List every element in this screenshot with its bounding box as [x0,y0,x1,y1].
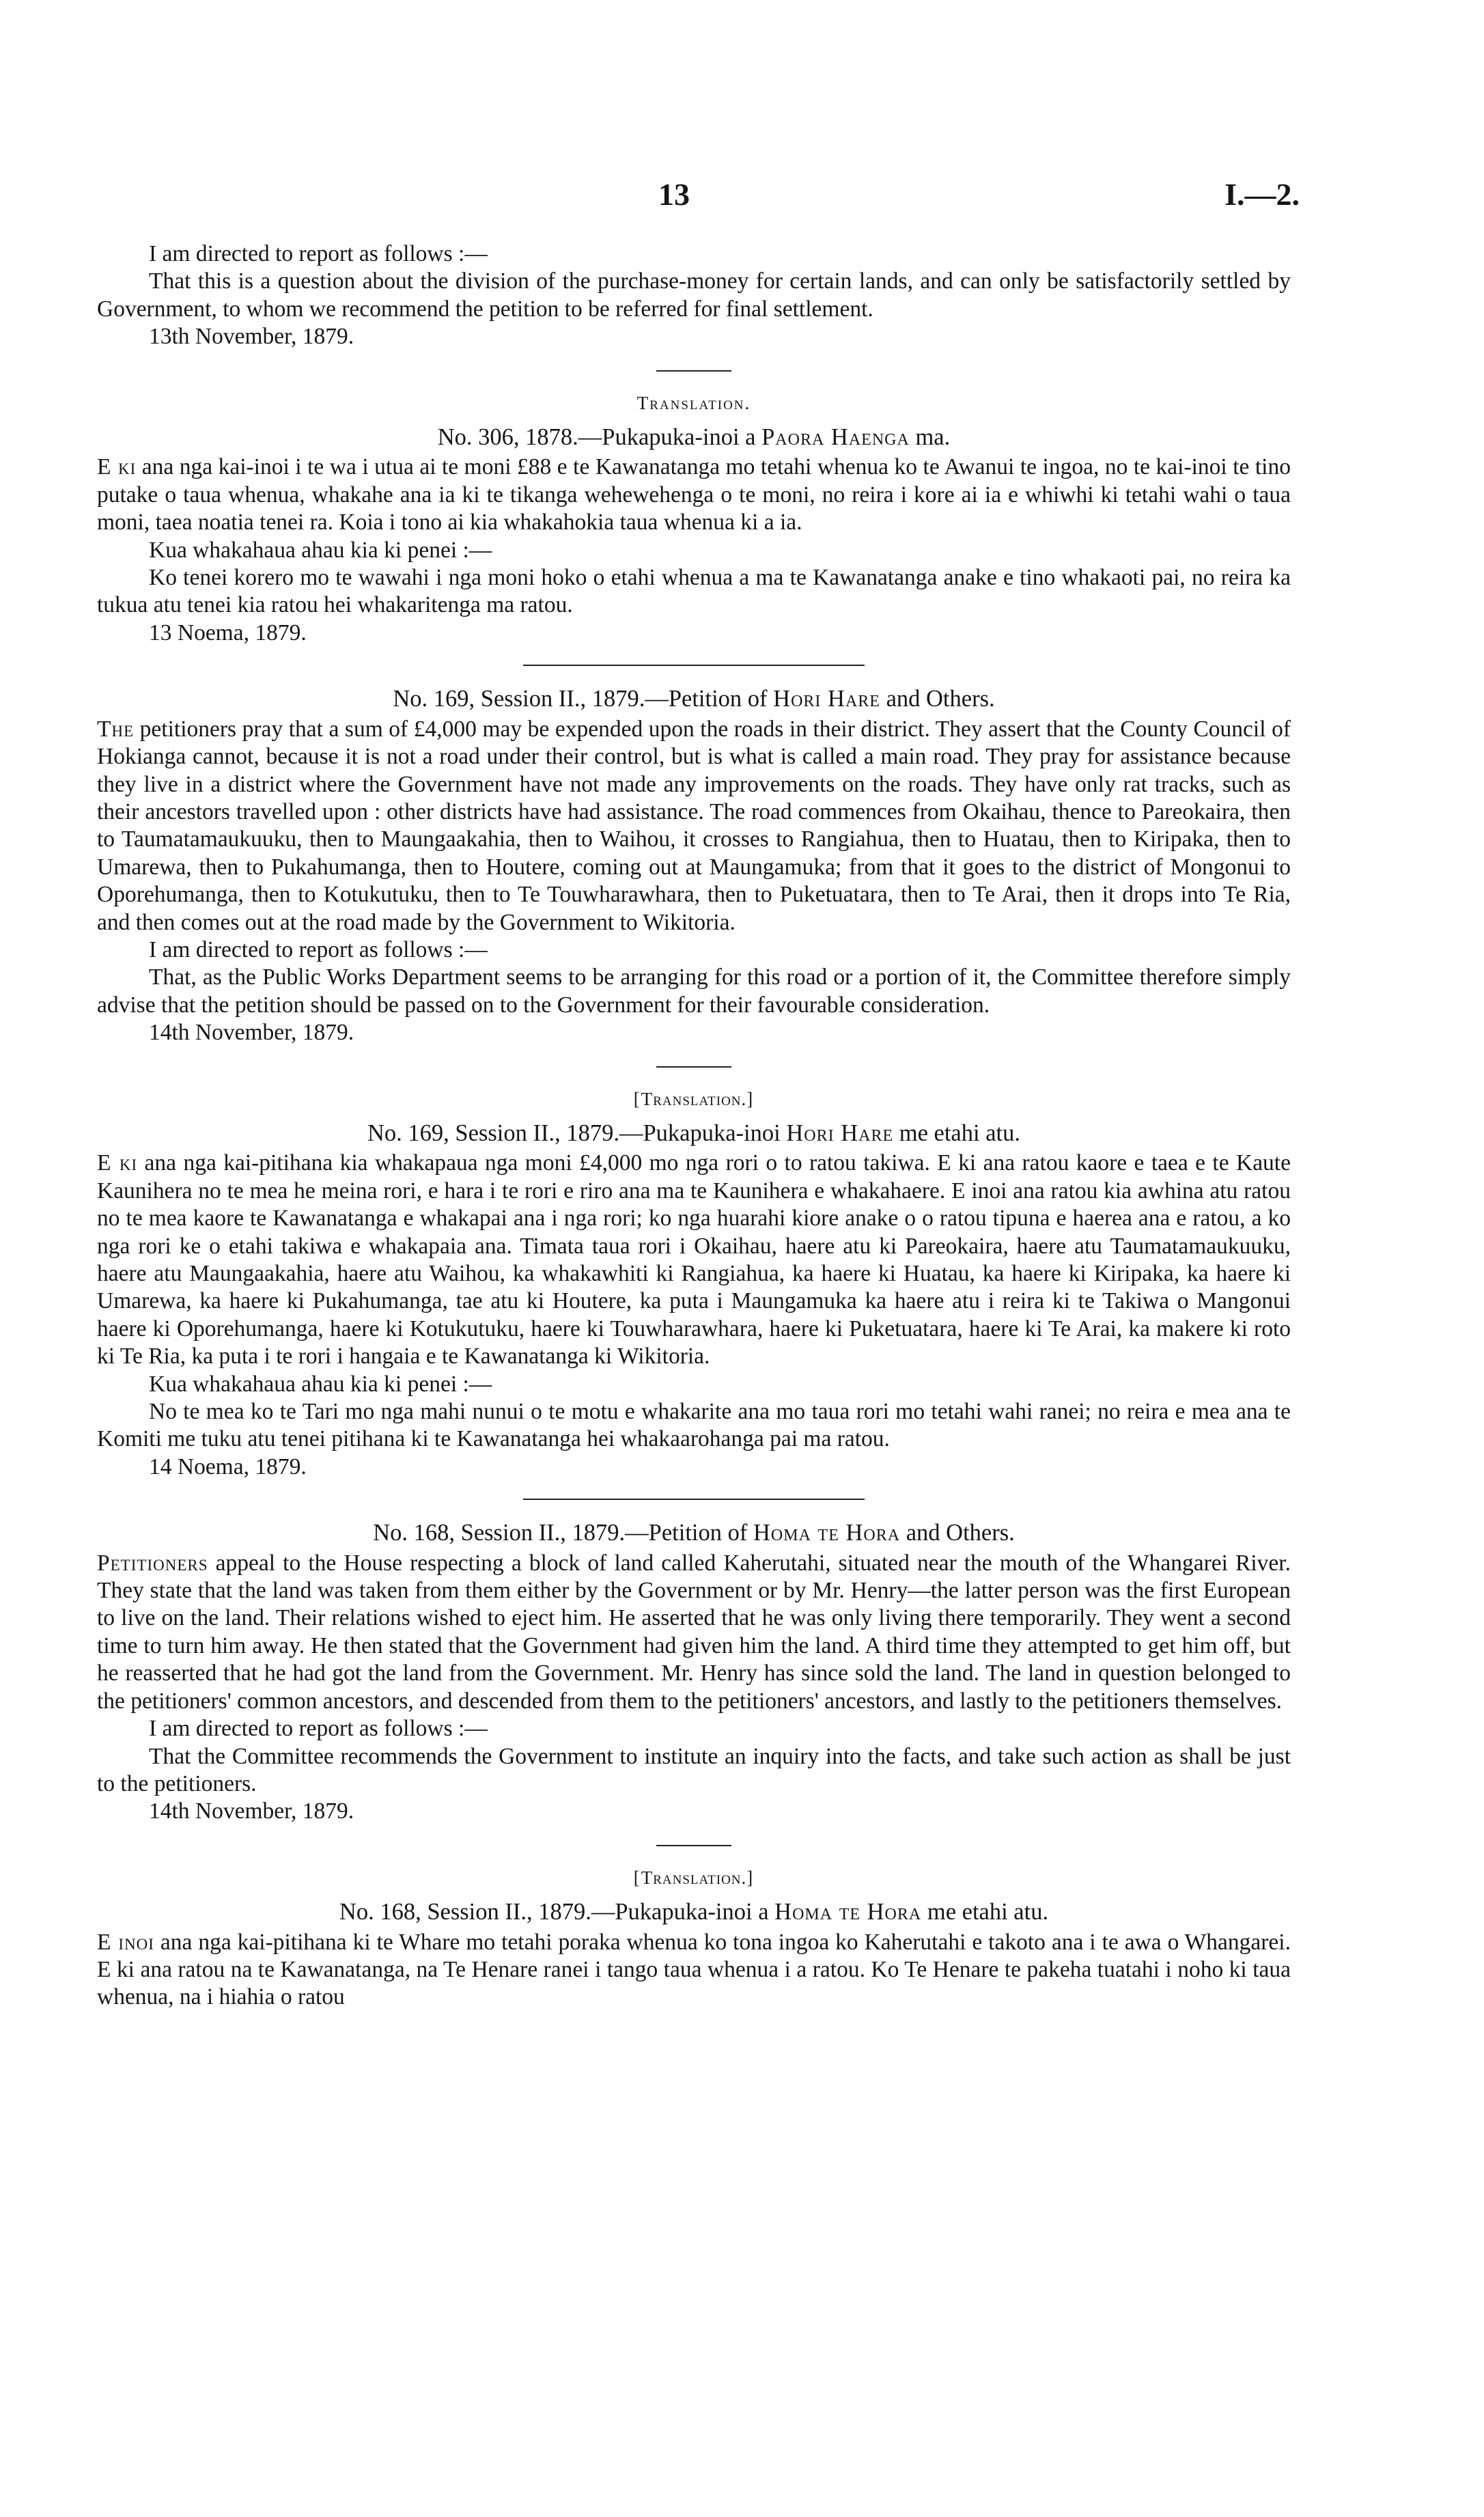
report-block-petition-306 [97,240,1291,351]
body-text: ana nga kai-pitihana kia whakapaua nga moni £4,000 mo nga rori o to ratou takiwa. E ki ana ratou kaore e taea e te Kaute Kaunihera no te mea he meina rori, e hara i te rori e riro ana ma te Kaunihera e whakahaere. E inoi ana ratou kia awhina atu ratou no te mea kaore te Kawanatanga e whakapai ana i nga rori; ko nga huarahi kiore anake o o ratou tipuna e haerea ana e ratou, a ko nga rori ke o etahi takiwa e whakapaia ana. Timata taua rori i Okaihau, haere atu ki Pareokaira, haere atu Taumatamaukuuku, haere atu Maungaakahia, haere atu Waihou, ka whakawhiti ki Rangiahua, ka haere ki Huatau, ka haere ki Kiripaka, ka haere ki Umarewa, ka haere ki Pukahumanga, tae atu ki Houtere, ka puta i Maungamuka ka haere atu i reira ki te Takiwa o Mangonui haere ki Oporehumanga, haere ki Kotukutuku, haere ki Touwharawhara, haere ki Puketuatara, haere ki Te Arai, ka makere ki roto ki Te Ria, ka puta i te rori i hangaia e te Kawanatanga ki Wikitoria. [97,1150,1291,1369]
body-text: ana nga kai-inoi i te wa i utua ai te moni £88 e te Kawanatanga mo tetahi whenua ko te Awanui te ingoa, no te kai-inoi te tino putake o taua whenua, whakahe ana ia ki te tikanga wehewehenga o te moni, no reira i kore ai ia e whiwhi ki tetahi wahi o taua moni, taea noatia tenei ra. Koia i tono ai kia whakahokia taua whenua ki a ia. [97,454,1291,536]
petition-body [97,1150,1291,1370]
body-lead-in: The [97,716,135,742]
body-lead-in: Petitioners [97,1550,208,1576]
heading-prefix: No. 168, Session II., 1879.—Pukapuka-inoi a [339,1899,775,1925]
translation-label: [Translation.] [633,1867,755,1888]
body-lead-in: E ki [97,1150,138,1176]
heading-prefix: No. 168, Session II., 1879.—Petition of [373,1520,754,1546]
section-divider [656,1845,731,1846]
translation-168 [97,1864,1291,2012]
petition-body [97,1929,1291,2012]
petitioner-name: Paora Haenga [761,424,910,451]
translation-label: Translation. [636,392,751,413]
petition-heading [97,423,1291,451]
heading-suffix: me etahi atu. [921,1899,1049,1925]
petition-169 [97,685,1291,1046]
section-divider [656,370,731,372]
report-text: Ko tenei korero mo te wawahi i nga moni hoko o etahi whenua a ma te Kawanatanga anake e tino whakaoti pai, no reira ka tukua atu tenei kia ratou hei whakaritenga ma ratou. [97,565,1291,618]
report-text: That, as the Public Works Department seems to be arranging for this road or a portion of it, the Committee therefore simply advise that the petition should be passed on to the Government for their favourable consideration. [97,964,1291,1018]
heading-suffix: and Others. [900,1520,1015,1546]
report-intro: I am directed to report as follows :— [149,936,488,962]
section-divider [523,665,865,666]
body-text: appeal to the House respecting a block of land called Kaherutahi, situated near the mouth of the Whangarei River. They state that the land was taken from them either by the Government or by Mr. Henry—the latter person was the first European to live on the land. Their relations wished to eject him. He asserted that he was only living there temporarily. They went a second time to turn him away. He then stated that the Government had given him the land. A third time they attempted to get him off, but he reasserted that he had got the land from the Government. Mr. Henry has since sold the land. The land in question belonged to the petitioners' common ancestors, and descended from them to the petitioners' ancestors, and lastly to the petitioners themselves. [97,1550,1291,1714]
petition-heading [97,685,1291,712]
report-date: 14th November, 1879. [149,1798,354,1824]
body-lead-in: E inoi [97,1929,154,1955]
petition-168 [97,1519,1291,1825]
report-date: 14th November, 1879. [149,1020,354,1046]
body-text: ana nga kai-pitihana ki te Whare mo tetahi poraka whenua ko tona ingoa ko Kaherutahi e takoto ana i te awa o Whangarei. E ki ana ratou na te Kawanatanga, na Te Henare ranei i tango taua whenua i a ratou. Ko Te Henare te pakeha tuatahi i noho ki taua whenua, na i hiahia o ratou [97,1929,1291,2010]
body-lead-in: E ki [97,454,137,480]
report-intro: Kua whakahaua ahau kia ki penei :— [149,537,492,563]
report-intro: I am directed to report as follows :— [149,241,488,266]
body-text: petitioners pray that a sum of £4,000 may be expended upon the roads in their district. They assert that the County Council of Hokianga cannot, because it is not a road under their control, but is what is called a main road. They pray for assistance because they live in a district where the Government have not made any improvements on the roads. They have only rat tracks, such as their ancestors travelled upon : other districts have had assistance. The road commences from Okaihau, thence to Pareokaira, then to Taumatamaukuuku, then to Maungaakahia, then to Waihou, it crosses to Rangiahua, then to Huatau, then to Kiripaka, then to Umarewa, then to Pukahumanga, then to Houtere, coming out at Maungamuka; from that it goes to the district of Mongonui to Oporehumanga, then to Kotukutuku, then to Te Touwharawhara, then to Puketuatara, then to Te Arai, then it drops into Te Ria, and then comes out at the road made by the Government to Wikitoria. [97,716,1291,935]
petition-heading [97,1120,1291,1147]
petitioner-name: Homa te Hora [753,1520,901,1546]
heading-suffix: me etahi atu. [893,1120,1020,1146]
page-content [97,240,1291,2012]
heading-prefix: No. 169, Session II., 1879.—Petition of [393,686,774,712]
translation-label: [Translation.] [633,1088,755,1109]
report-date: 13th November, 1879. [149,324,354,350]
translation-306 [97,389,1291,648]
petition-heading [97,1898,1291,1925]
page-header [0,176,1484,217]
petition-body [97,1550,1291,1715]
report-intro: I am directed to report as follows :— [149,1716,488,1742]
section-divider [656,1066,731,1068]
report-text: That this is a question about the division of the purchase-money for certain lands, and can only be satisfactorily settled by Government, to whom we recommend the petition to be referred for final settlement. [97,268,1291,322]
report-date: 13 Noema, 1879. [149,620,307,645]
petition-body [97,454,1291,536]
report-text: That the Committee recommends the Government to institute an inquiry into the facts, and take such action as shall be just to the petitioners. [97,1743,1291,1796]
section-divider [523,1499,865,1500]
petitioner-name: Homa te Hora [774,1899,922,1925]
report-date: 14 Noema, 1879. [149,1454,307,1479]
translation-169 [97,1085,1291,1482]
heading-prefix: No. 169, Session II., 1879.—Pukapuka-inoi [367,1120,787,1146]
heading-prefix: No. 306, 1878.—Pukapuka-inoi a [437,424,762,451]
heading-suffix: ma. [909,424,951,451]
report-text: No te mea ko te Tari mo nga mahi nunui o te motu e whakarite ana mo taua rori mo tetahi wahi ranei; no reira e mea ana te Komiti me tuku atu tenei pitihana ki te Kawanatanga hei whakaarohanga pai ma ratou. [97,1399,1291,1452]
document-code: I.—2. [1224,177,1300,212]
petitioner-name: Hori Hare [786,1120,894,1146]
report-intro: Kua whakahaua ahau kia ki penei :— [149,1371,492,1397]
heading-suffix: and Others. [880,686,995,712]
petition-body [97,716,1291,936]
petition-heading [97,1519,1291,1546]
page-number: 13 [658,177,690,212]
petitioner-name: Hori Hare [773,686,880,712]
